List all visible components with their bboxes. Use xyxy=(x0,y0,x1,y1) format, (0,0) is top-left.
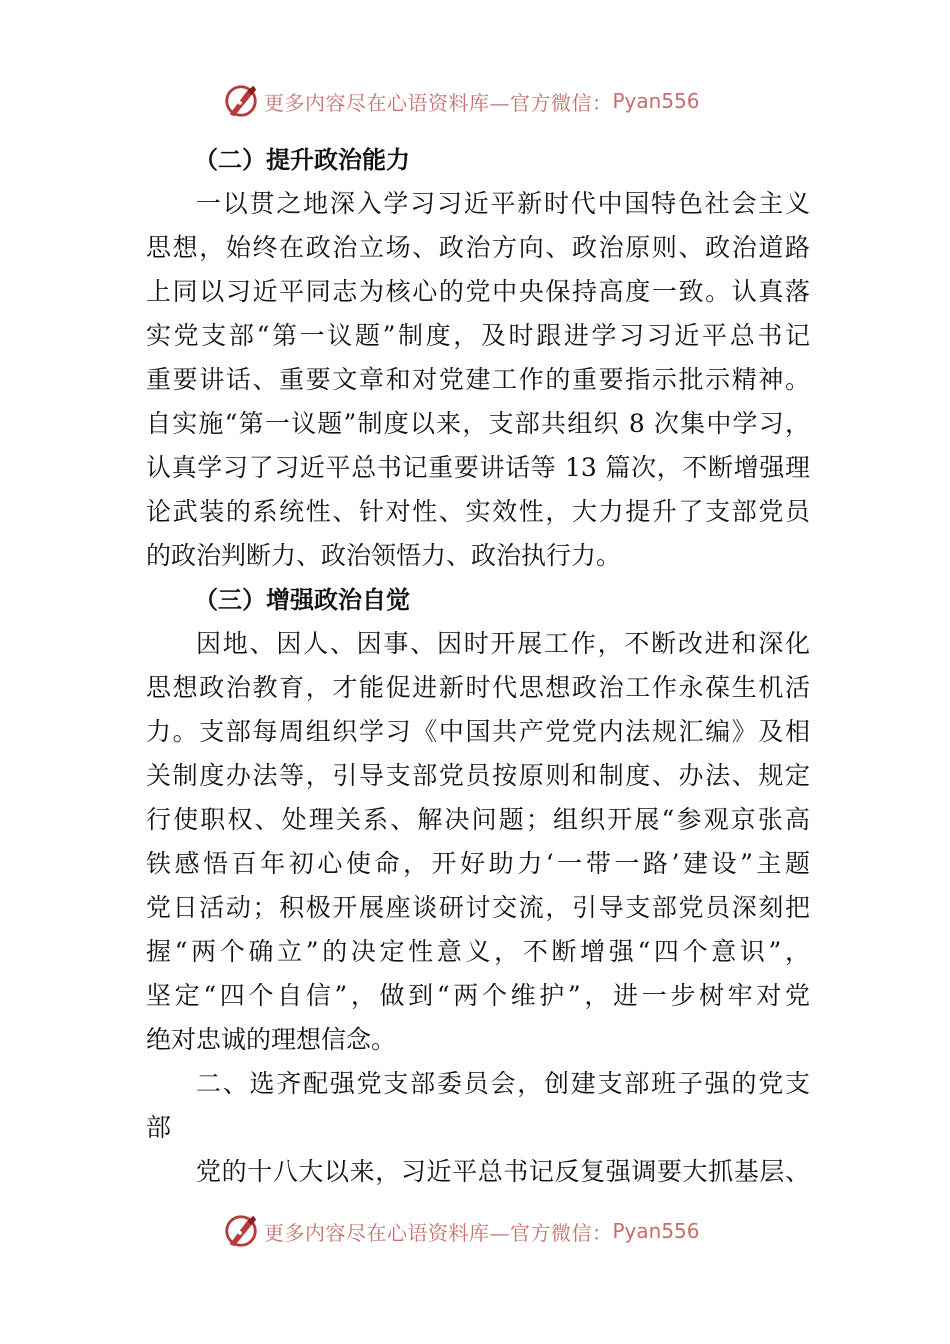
paragraph-line: 重要讲话、重要文章和对党建工作的重要指示批示精神。 xyxy=(146,365,810,394)
watermark-header xyxy=(222,78,700,124)
watermark-wechat-id: Pyan556 xyxy=(612,89,700,113)
paragraph-line: 实党支部“第一议题”制度，及时跟进学习习近平总书记 xyxy=(146,321,810,350)
paragraph-line: 握“两个确立”的决定性意义，不断增强“四个意识”， xyxy=(146,937,810,966)
paragraph-line: 思想政治教育，才能促进新时代思想政治工作永葆生机活 xyxy=(146,673,810,702)
paragraph-line: 绝对忠诚的理想信念。 xyxy=(146,1025,397,1054)
section-heading-3: （三）增强政治自觉 xyxy=(194,586,410,614)
paragraph-line: 思想，始终在政治立场、政治方向、政治原则、政治道路 xyxy=(146,233,810,262)
paragraph-line: 铁感悟百年初心使命，开好助力‘一带一路’建设”主题 xyxy=(146,849,810,878)
pen-nib-logo-icon xyxy=(222,1212,260,1250)
paragraph-line: 上同以习近平同志为核心的党中央保持高度一致。认真落 xyxy=(146,277,810,306)
watermark-footer xyxy=(222,1208,700,1254)
paragraph-line: 自实施“第一议题”制度以来，支部共组织 8 次集中学习， xyxy=(146,409,810,438)
paragraph-line: 关制度办法等，引导支部党员按原则和制度、办法、规定 xyxy=(146,761,810,790)
part-two-title-line: 部 xyxy=(146,1113,172,1142)
paragraph-line: 因地、因人、因事、因时开展工作，不断改进和深化 xyxy=(196,629,810,658)
watermark-wechat-id: Pyan556 xyxy=(612,1219,700,1243)
part-two-title-line: 二、选齐配强党支部委员会，创建支部班子强的党支 xyxy=(196,1069,810,1098)
paragraph-line: 力。支部每周组织学习《中国共产党党内法规汇编》及相 xyxy=(146,717,810,746)
paragraph-line: 党的十八大以来，习近平总书记反复强调要大抓基层、 xyxy=(196,1157,810,1186)
paragraph-line: 论武装的系统性、针对性、实效性，大力提升了支部党员 xyxy=(146,497,810,526)
paragraph-line: 坚定“四个自信”，做到“两个维护”，进一步树牢对党 xyxy=(146,981,810,1010)
paragraph-line: 行使职权、处理关系、解决问题；组织开展“参观京张高 xyxy=(146,805,810,834)
paragraph-line: 党日活动；积极开展座谈研讨交流，引导支部党员深刻把 xyxy=(146,893,810,922)
section-heading-2: （二）提升政治能力 xyxy=(194,146,410,174)
paragraph-line: 的政治判断力、政治领悟力、政治执行力。 xyxy=(146,541,622,570)
paragraph-line: 一以贯之地深入学习习近平新时代中国特色社会主义 xyxy=(196,189,810,218)
watermark-text: 更多内容尽在心语资料库—官方微信： xyxy=(264,90,613,115)
document-body xyxy=(146,138,810,1194)
paragraph-line: 认真学习了习近平总书记重要讲话等 13 篇次，不断增强理 xyxy=(146,453,810,482)
pen-nib-logo-icon xyxy=(222,82,260,120)
watermark-text: 更多内容尽在心语资料库—官方微信： xyxy=(264,1220,613,1245)
